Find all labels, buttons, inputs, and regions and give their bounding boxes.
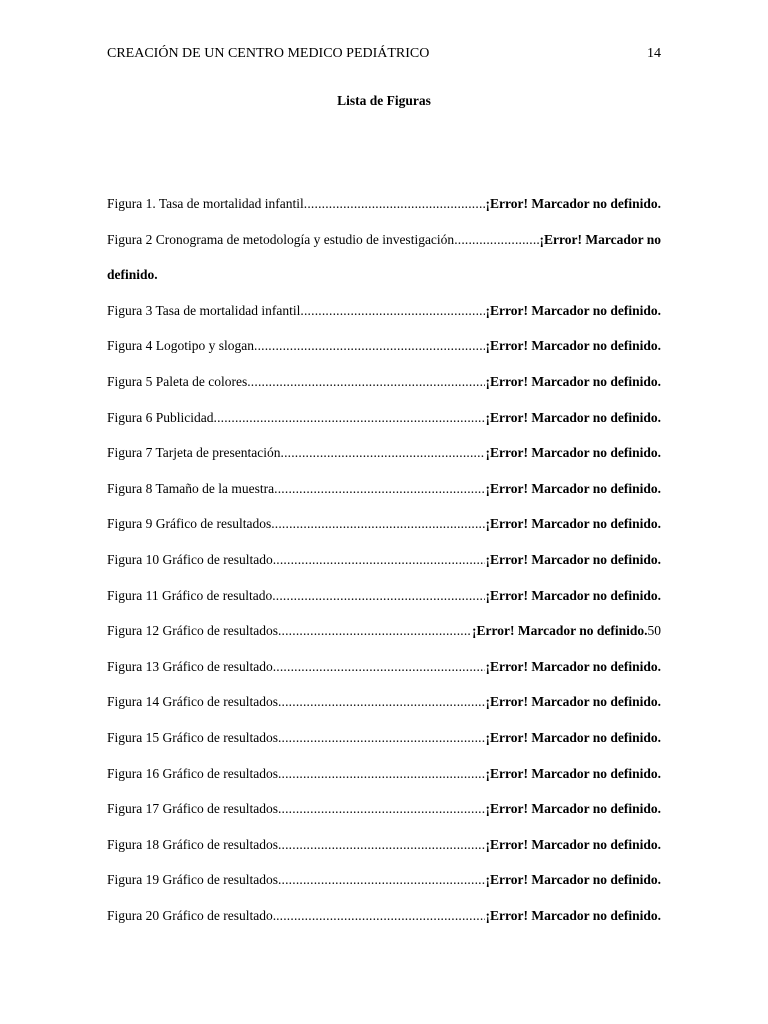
figure-entry-label: Figura 12 Gráfico de resultados [107,623,278,639]
figure-entry-label: Figura 19 Gráfico de resultados [107,872,278,888]
figure-entry[interactable] [107,514,661,550]
figure-entry[interactable] [107,728,661,764]
figure-entry[interactable] [107,301,661,337]
dot-leader [278,870,485,890]
figure-entry[interactable] [107,230,661,301]
dot-leader [247,372,484,392]
figure-entry-label: Figura 14 Gráfico de resultados [107,694,278,710]
figure-entry-reference: ¡Error! Marcador no definido. [485,658,661,674]
dot-leader [300,301,484,321]
running-title: CREACIÓN DE UN CENTRO MEDICO PEDIÁTRICO [107,46,430,61]
dot-leader [278,799,485,819]
dot-leader [272,586,484,606]
dot-leader [254,336,485,356]
figure-entry-label: Figura 2 Cronograma de metodología y estudio de investigación [107,231,455,247]
figure-entry-row [107,657,661,677]
figure-entry-row [107,764,661,784]
figure-entry[interactable] [107,586,661,622]
figure-entry-row [107,728,661,748]
figure-entry-row [107,586,661,606]
figure-entry-row [107,835,661,855]
figure-entry-row [107,372,661,392]
figure-entry-label: Figura 10 Gráfico de resultado [107,551,273,567]
figure-entry[interactable] [107,870,661,906]
figure-entry-label: Figura 1. Tasa de mortalidad infantil [107,196,304,211]
figure-entry-reference: ¡Error! Marcador no definido. [485,302,661,318]
figure-entry-reference: ¡Error! Marcador no definido. [485,694,661,710]
figure-entry[interactable] [107,372,661,408]
dot-leader [273,550,485,570]
figure-entry[interactable] [107,906,661,942]
figure-entry-label: Figura 9 Gráfico de resultados [107,516,272,532]
figure-entry-row [107,870,661,890]
figure-entry-reference: ¡Error! Marcador no definido. [485,765,661,781]
figure-entry-label: Figura 11 Gráfico de resultado [107,587,273,603]
figure-entry-label: Figura 18 Gráfico de resultados [107,836,278,852]
figure-entry-reference: ¡Error! Marcador no definido. [485,480,661,496]
figure-entry-reference: ¡Error! Marcador no [539,231,661,247]
figure-entry-row [107,408,661,428]
figure-entry[interactable] [107,657,661,693]
figure-entry-row [107,443,661,463]
dot-leader [278,692,485,712]
figure-entry-reference: ¡Error! Marcador no definido. [485,409,661,425]
figure-entry[interactable] [107,408,661,444]
figure-entry-page: 50 [647,623,661,639]
figure-entry-label: Figura 8 Tamaño de la muestra [107,480,275,496]
figure-entry-reference: ¡Error! Marcador no definido. [485,551,661,567]
figure-entry-label: Figura 15 Gráfico de resultados [107,729,278,745]
figure-entry[interactable] [107,194,661,230]
dot-leader [278,835,485,855]
figure-entry-label: Figura 5 Paleta de colores [107,373,248,389]
figure-entry-row [107,194,661,214]
figure-entry-reference: ¡Error! Marcador no definido. [485,836,661,852]
figure-entry[interactable] [107,479,661,515]
figure-entry-row [107,479,661,499]
figure-entry-label: Figura 20 Gráfico de resultado. [107,907,277,923]
figure-entry-row [107,550,661,570]
dot-leader [214,408,485,428]
figure-entry-reference: ¡Error! Marcador no definido. [485,801,661,817]
dot-leader [276,906,484,926]
figure-entry-row [107,230,661,250]
dot-leader [274,479,484,499]
figure-entry-label: Figura 16 Gráfico de resultados [107,765,278,781]
figure-entry-label: Figura 7 Tarjeta de presentación [107,445,281,461]
figure-entry-reference: ¡Error! Marcador no definido. [485,338,661,354]
figure-entry-reference: ¡Error! Marcador no definido. [485,907,661,923]
figure-entry-row [107,514,661,534]
figure-entry-reference: ¡Error! Marcador no definido. [485,872,661,888]
figure-entry-row [107,301,661,321]
list-of-figures-title: Lista de Figuras [337,93,431,108]
figure-entry[interactable] [107,621,661,657]
figure-entry[interactable] [107,336,661,372]
dot-leader [271,514,484,534]
dot-leader [454,230,538,250]
figure-entry[interactable] [107,764,661,800]
figure-entry-row [107,692,661,712]
figure-entry-reference: ¡Error! Marcador no definido. [485,445,661,461]
figure-entry-reference: ¡Error! Marcador no definido. [485,516,661,532]
page-number: 14 [647,46,661,61]
figure-entry-reference: ¡Error! Marcador no definido. [485,587,661,603]
figure-entry-reference: ¡Error! Marcador no definido. [472,623,648,639]
figure-entry-label: Figura 4 Logotipo y slogan [107,338,254,354]
figure-entry[interactable] [107,692,661,728]
figure-entry-label: Figura 3 Tasa de mortalidad infantil [107,302,301,318]
dot-leader [273,657,485,677]
figure-entry[interactable] [107,550,661,586]
dot-leader [304,194,485,214]
figure-entry-label: Figura 13 Gráfico de resultado [107,658,273,674]
running-header [107,44,661,64]
figure-entry-row [107,799,661,819]
list-of-figures [107,194,661,941]
dot-leader [281,443,485,463]
dot-leader [278,621,471,641]
figure-entry-reference: ¡Error! Marcador no definido. [485,729,661,745]
figure-entry[interactable] [107,443,661,479]
dot-leader [278,764,485,784]
figure-entry-label: Figura 17 Gráfico de resultados [107,801,278,817]
figure-entry-row [107,336,661,356]
figure-entry-row [107,906,661,926]
figure-entry-row [107,621,661,641]
figure-entry[interactable] [107,799,661,835]
figure-entry[interactable] [107,835,661,871]
figure-entry-reference: ¡Error! Marcador no definido. [485,196,661,211]
figure-entry-reference: ¡Error! Marcador no definido. [485,373,661,389]
dot-leader [278,728,485,748]
figure-entry-reference-continued: definido. [107,267,158,283]
figure-entry-label: Figura 6 Publicidad [107,409,214,425]
